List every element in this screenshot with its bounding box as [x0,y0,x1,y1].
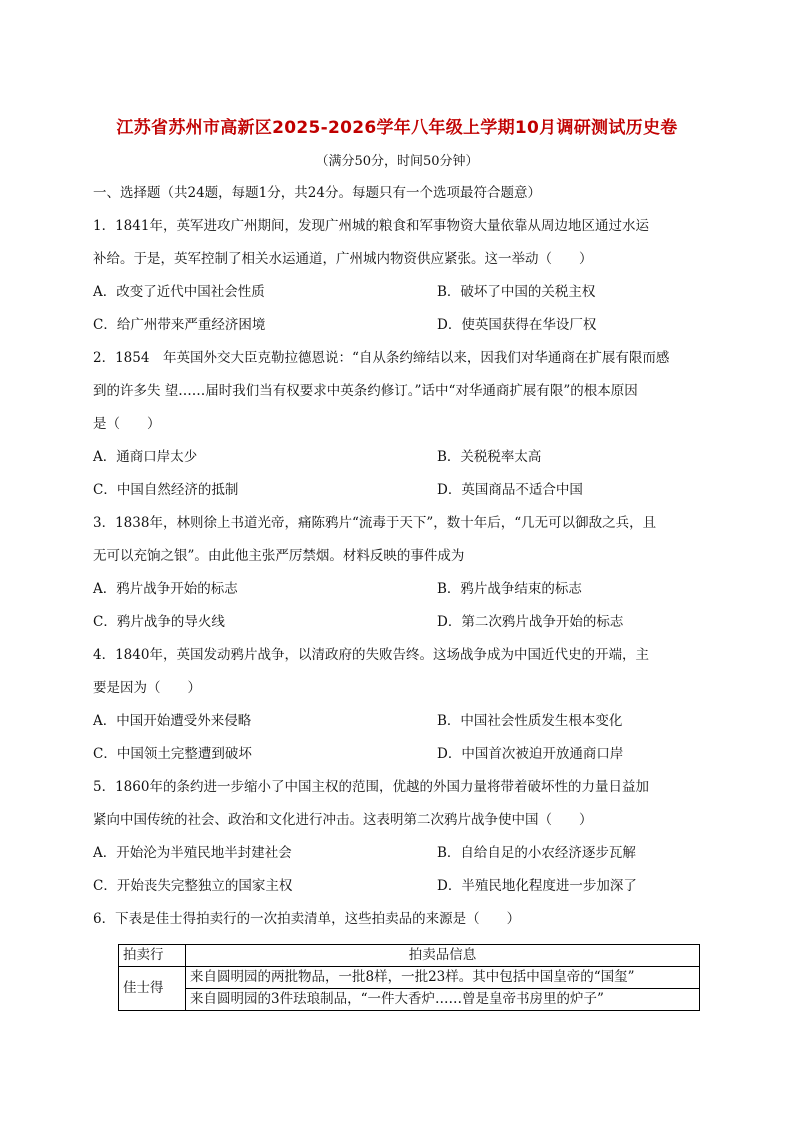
question-6 [93,903,705,1011]
option-c: C．开始丧失完整独立的国家主权 [93,878,293,894]
option-b: B．中国社会性质发生根本变化 [437,713,623,729]
question-5 [93,771,705,903]
question-line: 1．1841年，英军进攻广州期间，发现广州城的粮食和军事物资大量依靠从周边地区通过水运 [93,218,649,234]
table-header: 拍卖行 [119,945,186,967]
table-cell-house: 佳士得 [119,967,186,1011]
options [93,573,705,639]
exam-content [93,177,705,1011]
options [93,705,705,771]
table-header-row [119,945,700,967]
option-b: B．自给自足的小农经济逐步瓦解 [437,845,636,861]
question-3 [93,507,705,639]
question-line: 是（ ） [93,416,161,432]
table-header: 拍卖品信息 [186,945,700,967]
option-c: C．中国自然经济的抵制 [93,482,239,498]
option-c: C．给广州带来严重经济困境 [93,317,266,333]
option-b: B．关税税率太高 [437,449,542,465]
option-c: C．中国领土完整遭到破坏 [93,746,252,762]
table-row [119,967,700,989]
question-line: 紧向中国传统的社会、政治和文化进行冲击。这表明第二次鸦片战争使中国（ ） [93,812,593,828]
section-header: 一、选择题（共24题，每题1分，共24分。每题只有一个选项最符合题意） [93,185,541,201]
question-1 [93,210,705,342]
exam-subtitle: （满分50分，时间50分钟） [315,154,479,169]
option-d: D．使英国获得在华设厂权 [437,317,597,333]
option-d: D．半殖民地化程度进一步加深了 [437,878,637,894]
option-a: A．通商口岸太少 [93,449,198,465]
question-line: 到的许多失 望……届时我们当有权要求中英条约修订。”话中“对华通商扩展有限”的根本原因 [93,383,638,399]
question-line: 补给。于是，英军控制了相关水运通道，广州城内物资供应紧张。这一举动（ ） [93,251,593,267]
question-line: 4．1840年，英国发动鸦片战争，以清政府的失败告终。这场战争成为中国近代史的开端，主 [93,647,649,663]
question-2 [93,342,705,507]
option-a: A．鸦片战争开始的标志 [93,581,238,597]
table-row [119,989,700,1011]
question-line: 2．1854 年英国外交大臣克勒拉德恩说：“自从条约缔结以来，因我们对华通商在扩展有限而感 [93,350,670,366]
option-d: D．英国商品不适合中国 [437,482,583,498]
option-d: D．第二次鸦片战争开始的标志 [437,614,624,630]
options [93,441,705,507]
question-line: 6．下表是佳士得拍卖行的一次拍卖清单，这些拍卖品的来源是（ ） [93,911,521,927]
option-b: B．鸦片战争结束的标志 [437,581,582,597]
table-cell: 来自圆明园的3件珐琅制品，“一件大香炉……曾是皇帝书房里的炉子” [186,989,700,1011]
option-b: B．破坏了中国的关税主权 [437,284,596,300]
option-c: C．鸦片战争的导火线 [93,614,225,630]
table-cell: 来自圆明园的两批物品，一批8样，一批23样。其中包括中国皇帝的“国玺” [186,967,700,989]
question-line: 3．1838年，林则徐上书道光帝，痛陈鸦片“流毒于天下”，数十年后，“几无可以御敌之兵，且 [93,515,657,531]
option-a: A．开始沦为半殖民地半封建社会 [93,845,292,861]
option-a: A．改变了近代中国社会性质 [93,284,265,300]
options [93,276,705,342]
question-line: 无可以充饷之银”。由此他主张严厉禁烟。材料反映的事件成为 [93,548,465,564]
auction-table [118,944,700,1011]
option-a: A．中国开始遭受外来侵略 [93,713,252,729]
page-title: 江苏省苏州市高新区2025-2026学年八年级上学期10月调研测试历史卷 [116,118,678,138]
options [93,837,705,903]
question-4 [93,639,705,771]
option-d: D．中国首次被迫开放通商口岸 [437,746,624,762]
question-line: 5．1860年的条约进一步缩小了中国主权的范围，优越的外国力量将带着破坏性的力量日益加 [93,779,649,795]
question-line: 要是因为（ ） [93,680,201,696]
